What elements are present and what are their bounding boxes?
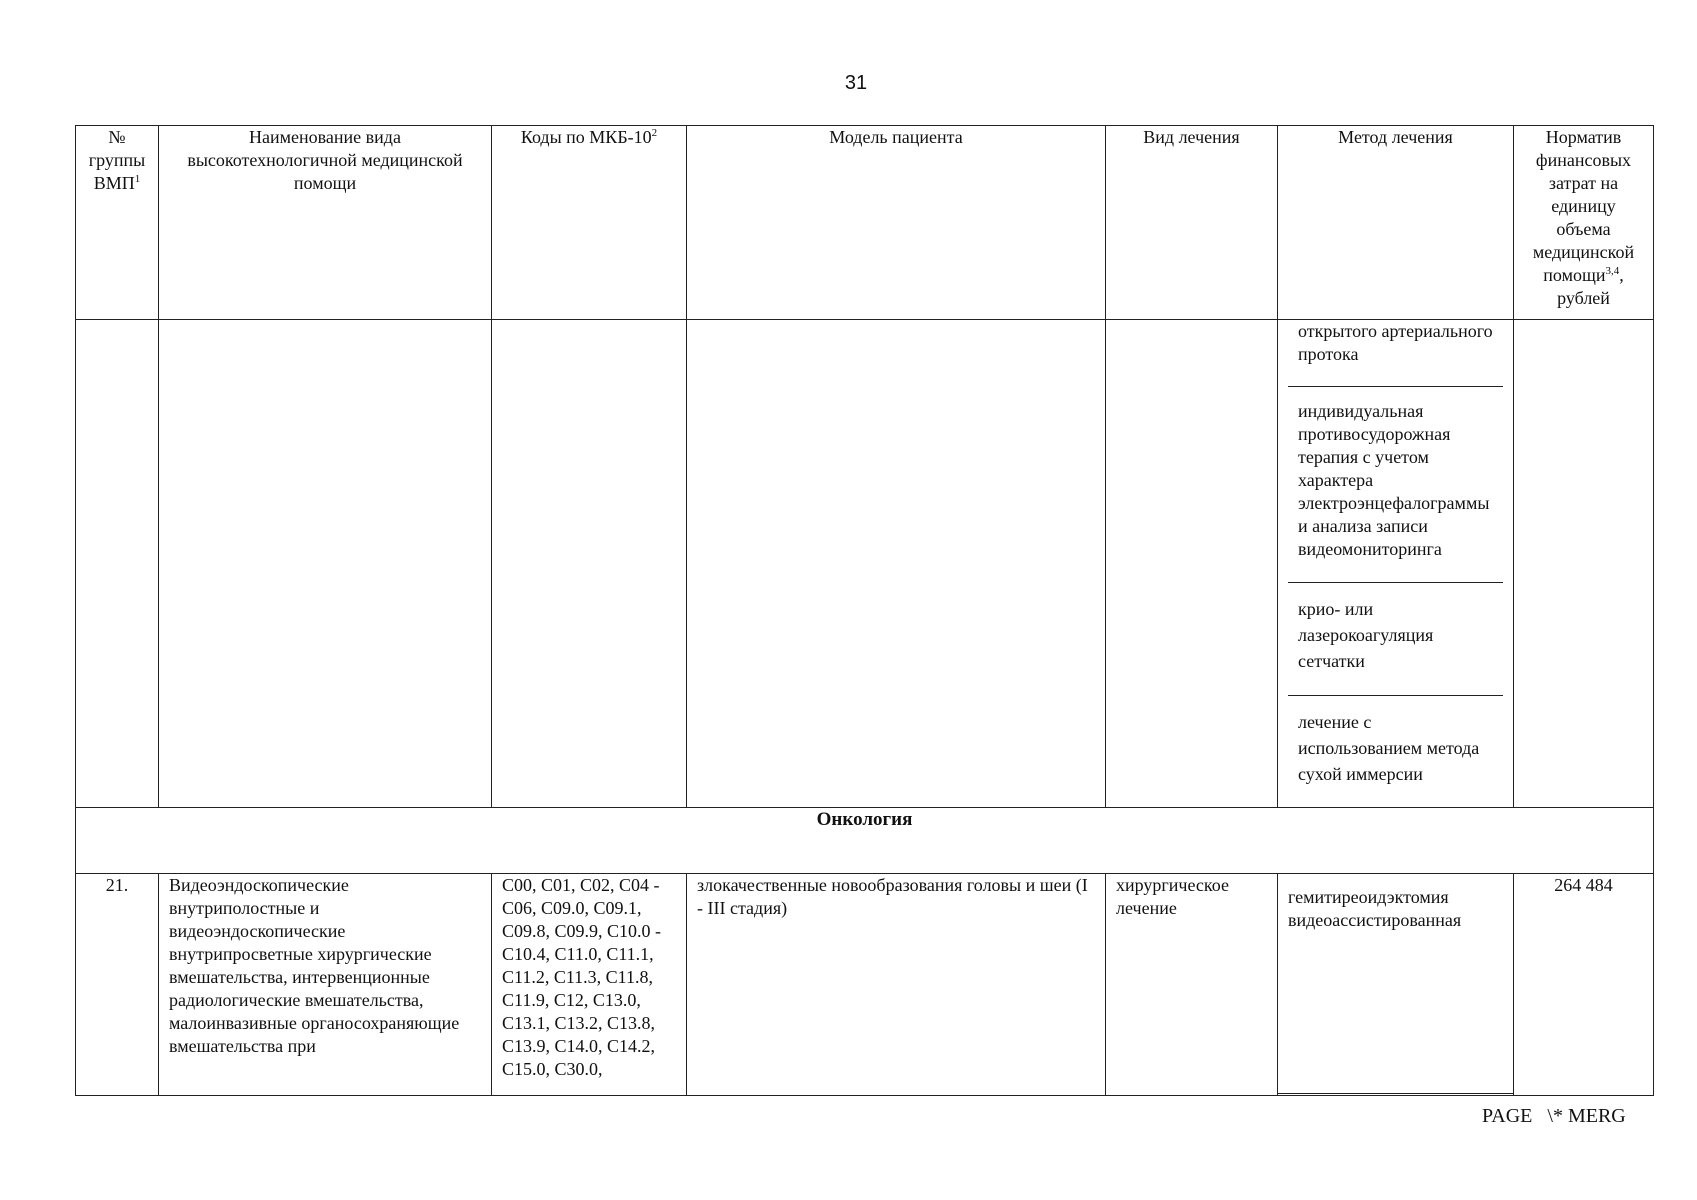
care-type-name: Видеоэндоскопические внутриполостные и видеоэндоскопические внутрипросветные хирургические вмешательства, интервенционные радиологические вмешательства, малоинвазивные органосохраняющие вмешательства при [159, 874, 492, 1096]
treatment-method-cell [1278, 874, 1514, 1096]
table-row [76, 874, 1654, 1096]
empty-cell [1514, 320, 1654, 808]
header-care-type: Наименование вида высокотехнологичной медицинской помощи [159, 126, 492, 320]
patient-model: злокачественные новообразования головы и шеи (I - III стадия) [687, 874, 1106, 1096]
page-cut [70, 1098, 1660, 1108]
icd-codes: C00, C01, C02, C04 - C06, C09.0, C09.1, C09.8, C09.9, C10.0 - C10.4, C11.0, C11.1, C11.2, C11.3, C11.8, C11.9, C12, C13.0, C13.1, C13.2, C13.8, C13.9, C14.0, C14.2, C15.0, C30.0, [492, 874, 687, 1096]
header-icd-codes: Коды по МКБ-$10^2$ [492, 126, 687, 320]
treatment-type: хирургическое лечение [1106, 874, 1278, 1096]
empty-cell [76, 320, 159, 808]
section-title: Онкология [76, 808, 1654, 874]
header-group-number: № группы ВМП$^1$ [76, 126, 159, 320]
header-cost-norm: Норматив финансовых затрат на единицу объема медицинской помощи$^{3,4}$, рублей [1514, 126, 1654, 320]
page-number: 31 [844, 72, 868, 94]
treatment-method: гемитиреоидэктомия видеоассистированная [1278, 874, 1513, 1094]
empty-cell [159, 320, 492, 808]
section-row [76, 808, 1654, 874]
empty-cell [1106, 320, 1278, 808]
method-item: индивидуальная противосудорожная терапия с учетом характера электроэнцефалограммы и анализа записи видеомониторинга [1288, 387, 1503, 583]
header-treatment-type: Вид лечения [1106, 126, 1278, 320]
method-item: открытого артериального протока [1288, 320, 1503, 387]
group-number: 21. [76, 874, 159, 1096]
method-cell-stack [1278, 320, 1514, 808]
table-header-row [76, 126, 1654, 320]
footer-field-code: PAGE \* MERG [1482, 1105, 1626, 1127]
continuation-row [76, 320, 1654, 808]
empty-cell [687, 320, 1106, 808]
header-patient-model: Модель пациента [687, 126, 1106, 320]
method-item: крио- или лазерокоагуляция сетчатки [1288, 583, 1503, 696]
empty-cell [492, 320, 687, 808]
vmp-table [75, 125, 1654, 1096]
method-item: лечение с использованием метода сухой иммерсии [1298, 712, 1480, 784]
cost-norm-value: 264 484 [1514, 874, 1654, 1096]
header-treatment-method: Метод лечения [1278, 126, 1514, 320]
